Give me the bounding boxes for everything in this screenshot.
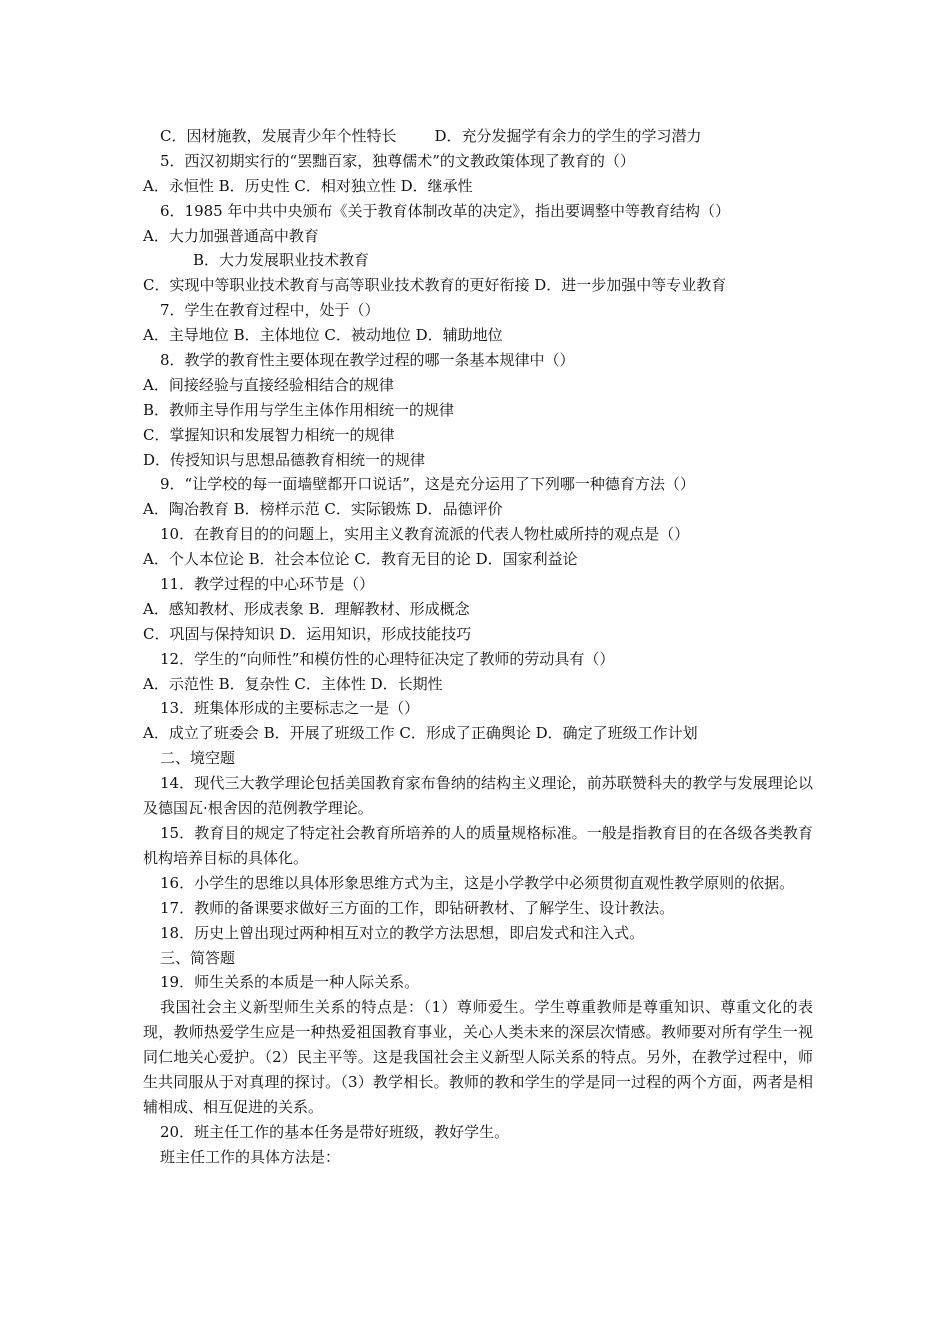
options-11ab: A．感知教材、形成表象 B．理解教材、形成概念	[143, 599, 470, 618]
question-5: 5．西汉初期实行的“罢黜百家，独尊儒术”的文教政策体现了教育的（）	[160, 151, 635, 170]
question-6: 6．1985 年中共中央颁布《关于教育体制改革的决定》，指出要调整中等教育结构（）	[160, 201, 730, 220]
options-11cd: C．巩固与保持知识 D．运用知识，形成技能技巧	[143, 624, 472, 643]
option-6cd: C．实现中等职业技术教育与高等职业技术教育的更好衔接 D．进一步加强中等专业教育	[143, 276, 727, 295]
answer-14: 14．现代三大教学理论包括美国教育家布鲁纳的结构主义理论，前苏联赞科夫的教学与发展理论以及德国瓦·根舍因的范例教学理论。	[143, 774, 813, 818]
question-10: 10．在教育目的的问题上，实用主义教育流派的代表人物杜威所持的观点是（）	[160, 525, 690, 544]
options-5: A．永恒性 B．历史性 C．相对独立性 D．继承性	[143, 176, 473, 195]
section-heading-short-answer: 三、简答题	[160, 948, 236, 967]
answer-20-methods: 班主任工作的具体方法是：	[160, 1147, 341, 1166]
option-8d: D．传授知识与思想品德教育相统一的规律	[143, 450, 426, 469]
option-d: D．充分发掘学有余力的学生的学习潜力	[434, 127, 702, 145]
answer-19-body: 我国社会主义新型师生关系的特点是：（1）尊师爱生。学生尊重教师是尊重知识、尊重文化的表现，教师热爱学生应是一种热爱祖国教育事业，关心人类未来的深层次情感。教师要对所有学生一视同仁地关心爱护。（2）民主平等。这是我国社会主义新型人际关系的特点。另外，在教学过程中，师生共同服从于对真理的探讨。（3）教学相长。教师的教和学生的学是同一过程的两个方面，两者是相辅相成、相互促进的关系。	[143, 998, 813, 1116]
answer-19-intro: 19．师生关系的本质是一种人际关系。	[160, 973, 420, 992]
options-12: A．示范性 B．复杂性 C．主体性 D．长期性	[143, 674, 443, 693]
option-8b: B．教师主导作用与学生主体作用相统一的规律	[143, 400, 455, 419]
options-9: A．陶冶教育 B．榜样示范 C．实际锻炼 D．品德评价	[143, 500, 503, 519]
answer-17: 17．教师的备课要求做好三方面的工作，即钻研教材、了解学生、设计教法。	[160, 898, 675, 917]
option-c: C．因材施教，发展青少年个性特长	[160, 127, 397, 145]
options-13: A．成立了班委会 B．开展了班级工作 C．形成了正确舆论 D．确定了班级工作计划	[143, 724, 698, 743]
answer-18: 18．历史上曾出现过两种相互对立的教学方法思想，即启发式和注入式。	[160, 923, 645, 942]
section-heading-fill-blank: 二、境空题	[160, 749, 236, 768]
question-12: 12．学生的“向师性”和模仿性的心理特征决定了教师的劳动具有（）	[160, 649, 615, 668]
answer-16: 16．小学生的思维以具体形象思维方式为主，这是小学教学中必须贯彻直观性教学原则的依据。	[160, 873, 795, 892]
question-11: 11．教学过程的中心环节是（）	[160, 575, 375, 594]
options-10: A．个人本位论 B．社会本位论 C．教育无目的论 D．国家利益论	[143, 550, 578, 569]
option-6a: A．大力加强普通高中教育	[143, 226, 319, 245]
question-7: 7．学生在教育过程中，处于（）	[160, 301, 380, 320]
question-8: 8．教学的教育性主要体现在教学过程的哪一条基本规律中（）	[160, 351, 575, 370]
answer-20-intro: 20．班主任工作的基本任务是带好班级，教好学生。	[160, 1122, 510, 1141]
options-7: A．主导地位 B．主体地位 C．被动地位 D．辅助地位	[143, 326, 503, 345]
option-8c: C．掌握知识和发展智力相统一的规律	[143, 425, 395, 444]
answer-15: 15．教育目的规定了特定社会教育所培养的人的质量规格标准。一般是指教育目的在各级各类教育机构培养目标的具体化。	[143, 823, 813, 867]
question-9: 9．“让学校的每一面墙壁都开口说话”，这是充分运用了下列哪一种德育方法（）	[160, 475, 695, 494]
document-body	[143, 124, 813, 1170]
option-6b: B．大力发展职业技术教育	[193, 251, 370, 270]
option-8a: A．间接经验与直接经验相结合的规律	[143, 375, 394, 394]
question-13: 13．班集体形成的主要标志之一是（）	[160, 699, 420, 718]
option-line-cd	[143, 124, 813, 149]
